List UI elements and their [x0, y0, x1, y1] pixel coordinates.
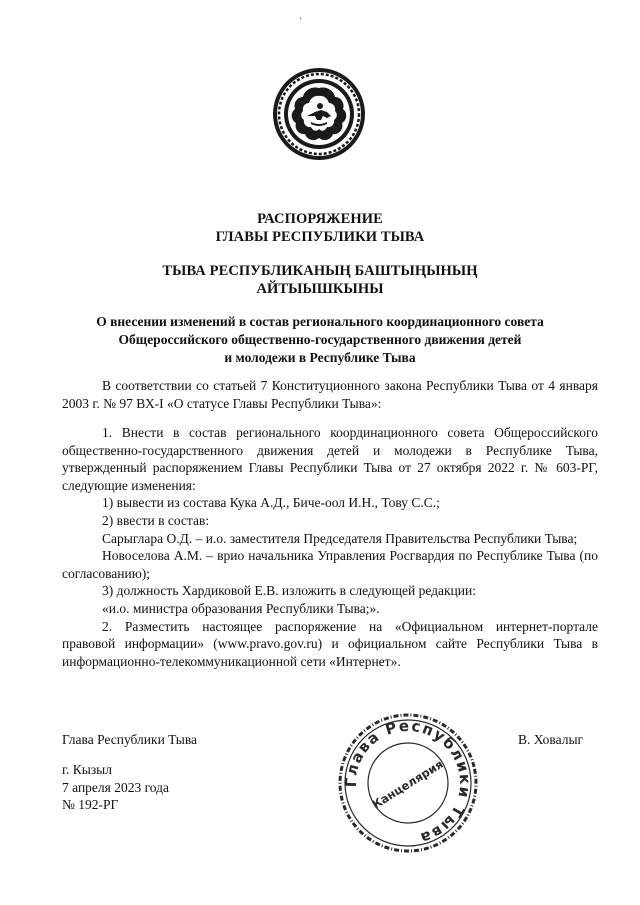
header-ru-line2: ГЛАВЫ РЕСПУБЛИКИ ТЫВА	[215, 229, 425, 245]
subject-line2: Общероссийского общественно-государственного движения детей	[118, 332, 522, 347]
signer-position: Глава Республики Тыва	[62, 732, 198, 747]
document-type-heading-tuvan	[0, 262, 640, 298]
body-intro	[62, 377, 598, 412]
document-type-heading	[0, 210, 640, 246]
header-tv-line2: АЙТЫЫШКЫНЫ	[256, 281, 384, 297]
subitem-1: 1) вывести из состава Кука А.Д., Биче-оол И.Н., Тову С.С.;	[102, 495, 440, 511]
subject-line1: О внесении изменений в состав регионального координационного совета	[96, 314, 544, 329]
intro-paragraph: В соответствии со статьей 7 Конституционного закона Республики Тыва от 4 января 2003 г. № 97 ВХ-I «О статусе Главы Республики Тыва»:	[62, 378, 598, 411]
tuva-emblem-icon	[271, 66, 367, 162]
top-mark: '	[300, 16, 302, 26]
subject-line3: и молодежи в Республике Тыва	[224, 350, 416, 365]
date: 7 апреля 2023 года	[62, 779, 170, 795]
city: г. Кызыл	[62, 762, 112, 777]
subitem-2: 2) ввести в состав:	[102, 512, 210, 528]
stamp-center-text: Канцелярия	[369, 756, 446, 812]
item-1-paragraph: 1. Внести в состав регионального координационного совета Общероссийского общественно-государственного движения детей и молодежи в Республике Тыва, утвержденный распоряжением Главы Республики Тыва от 27 октября 2022 г. № 603-РГ, следующие изменения:	[62, 425, 598, 493]
stamp-ring-text: Глава Республики Тыва	[341, 716, 475, 848]
chancellery-stamp	[333, 708, 483, 858]
signer-name: В. Ховалыг	[518, 732, 584, 747]
item-2-paragraph: 2. Разместить настоящее распоряжение на «Официальном интернет-портале правовой информации» (www.pravo.gov.ru) и официальном сайте Республики Тыва в информационно-телекоммуникационной сети «Интернет».	[62, 618, 598, 669]
subitem-3: 3) должность Хардиковой Е.В. изложить в следующей редакции:	[102, 583, 476, 599]
place-date-block	[62, 761, 169, 814]
body-items	[62, 424, 598, 670]
header-ru-line1: РАСПОРЯЖЕНИЕ	[257, 211, 383, 227]
header-tv-line1: ТЫВА РЕСПУБЛИКАНЫҢ БАШТЫҢЫНЫҢ	[162, 263, 478, 279]
quote-paragraph: «и.о. министра образования Республики Тыва;».	[102, 600, 380, 616]
document-number: № 192-РГ	[62, 797, 119, 813]
person-1-paragraph: Сарыглара О.Д. – и.о. заместителя Председателя Правительства Республики Тыва;	[102, 530, 578, 546]
document-subject	[40, 313, 600, 367]
person-2-paragraph: Новоселова А.М. – врио начальника Управления Росгвардия по Республике Тыва (по согласованию);	[62, 548, 598, 581]
